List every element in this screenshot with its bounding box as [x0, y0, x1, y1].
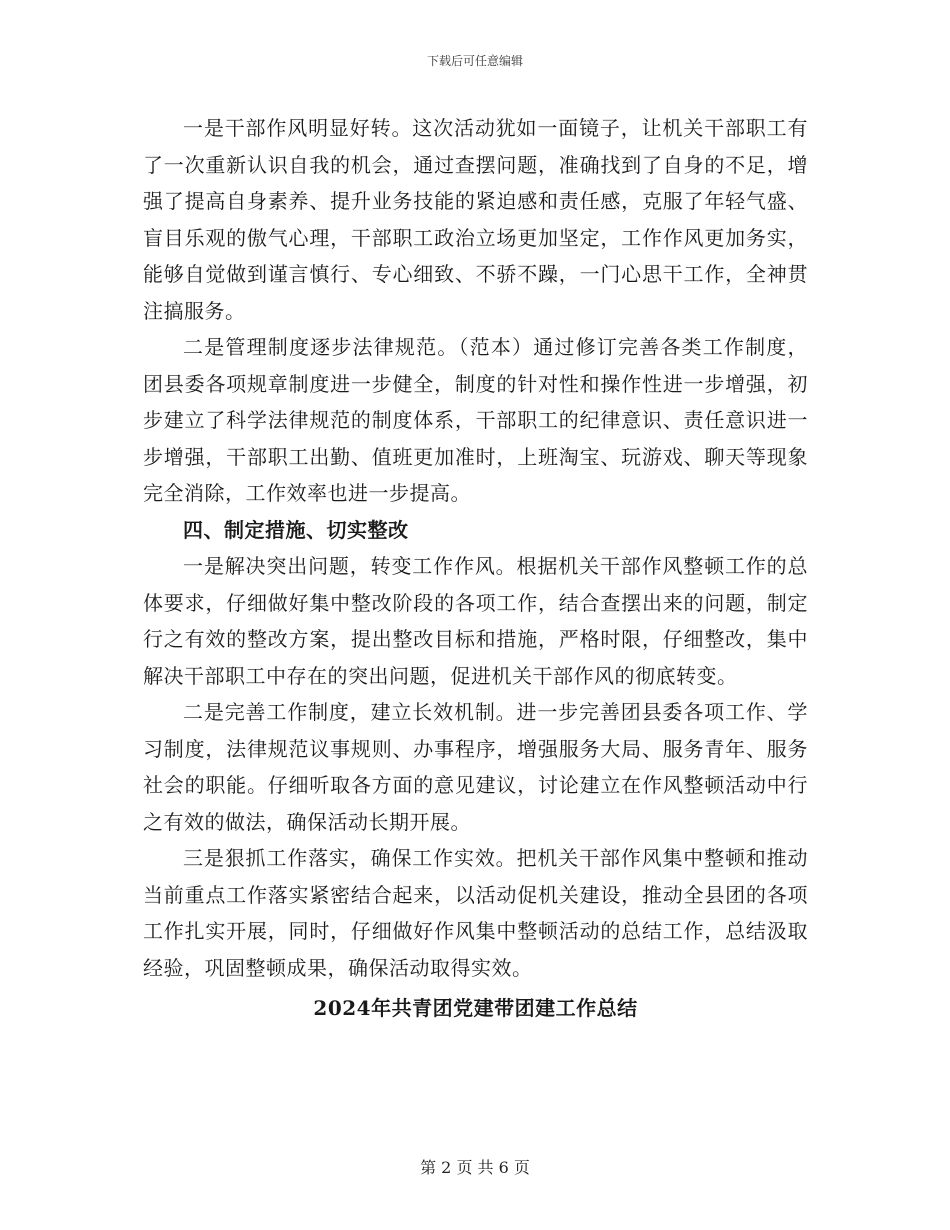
section-heading: 四、制定措施、切实整改: [183, 517, 409, 542]
paragraph-management-system: 二是管理制度逐步法律规范。（范本）通过修订完善各类工作制度，团县委各项规章制度进一步健全，制度的针对性和操作性进一步增强，初步建立了科学法律规范的制度体系，干部职工的纪律意识、责任意识进一步增强，干部职工出勤、值班更加准时，上班淘宝、玩游戏、聊天等现象完全消除，工作效率也进一步提高。: [143, 335, 808, 505]
page-number: 第 2 页 共 6 页: [420, 1158, 530, 1177]
paragraph-cadre-style: 一是干部作风明显好转。这次活动犹如一面镜子，让机关干部职工有了一次重新认识自我的机会，通过查摆问题，准确找到了自身的不足，增强了提高自身素养、提升业务技能的紧迫感和责任感，克服了年轻气盛、盲目乐观的傲气心理，干部职工政治立场更加坚定，工作作风更加务实，能够自觉做到谨言慎行、专心细致、不骄不躁，一门心思干工作，全神贯注搞服务。: [143, 116, 808, 323]
document-title: 2024年共青团党建带团建工作总结: [313, 996, 638, 1020]
paragraph-implementation: 三是狠抓工作落实，确保工作实效。把机关干部作风集中整顿和推动当前重点工作落实紧密结合起来，以活动促机关建设，推动全县团的各项工作扎实开展，同时，仔细做好作风集中整顿活动的总结工作，总结汲取经验，巩固整顿成果，确保活动取得实效。: [143, 846, 808, 980]
document-body: [143, 110, 808, 1027]
page-header-note: 下载后可任意编辑: [426, 54, 523, 68]
paragraph-solve-problems: 一是解决突出问题，转变工作作风。根据机关干部作风整顿工作的总体要求，仔细做好集中整改阶段的各项工作，结合查摆出来的问题，制定行之有效的整改方案，提出整改目标和措施，严格时限，仔细整改，集中解决干部职工中存在的突出问题，促进机关干部作风的彻底转变。: [143, 554, 808, 688]
paragraph-improve-system: 二是完善工作制度，建立长效机制。进一步完善团县委各项工作、学习制度，法律规范议事规则、办事程序，增强服务大局、服务青年、服务社会的职能。仔细听取各方面的意见建议，讨论建立在作风整顿活动中行之有效的做法，确保活动长期开展。: [143, 700, 808, 834]
